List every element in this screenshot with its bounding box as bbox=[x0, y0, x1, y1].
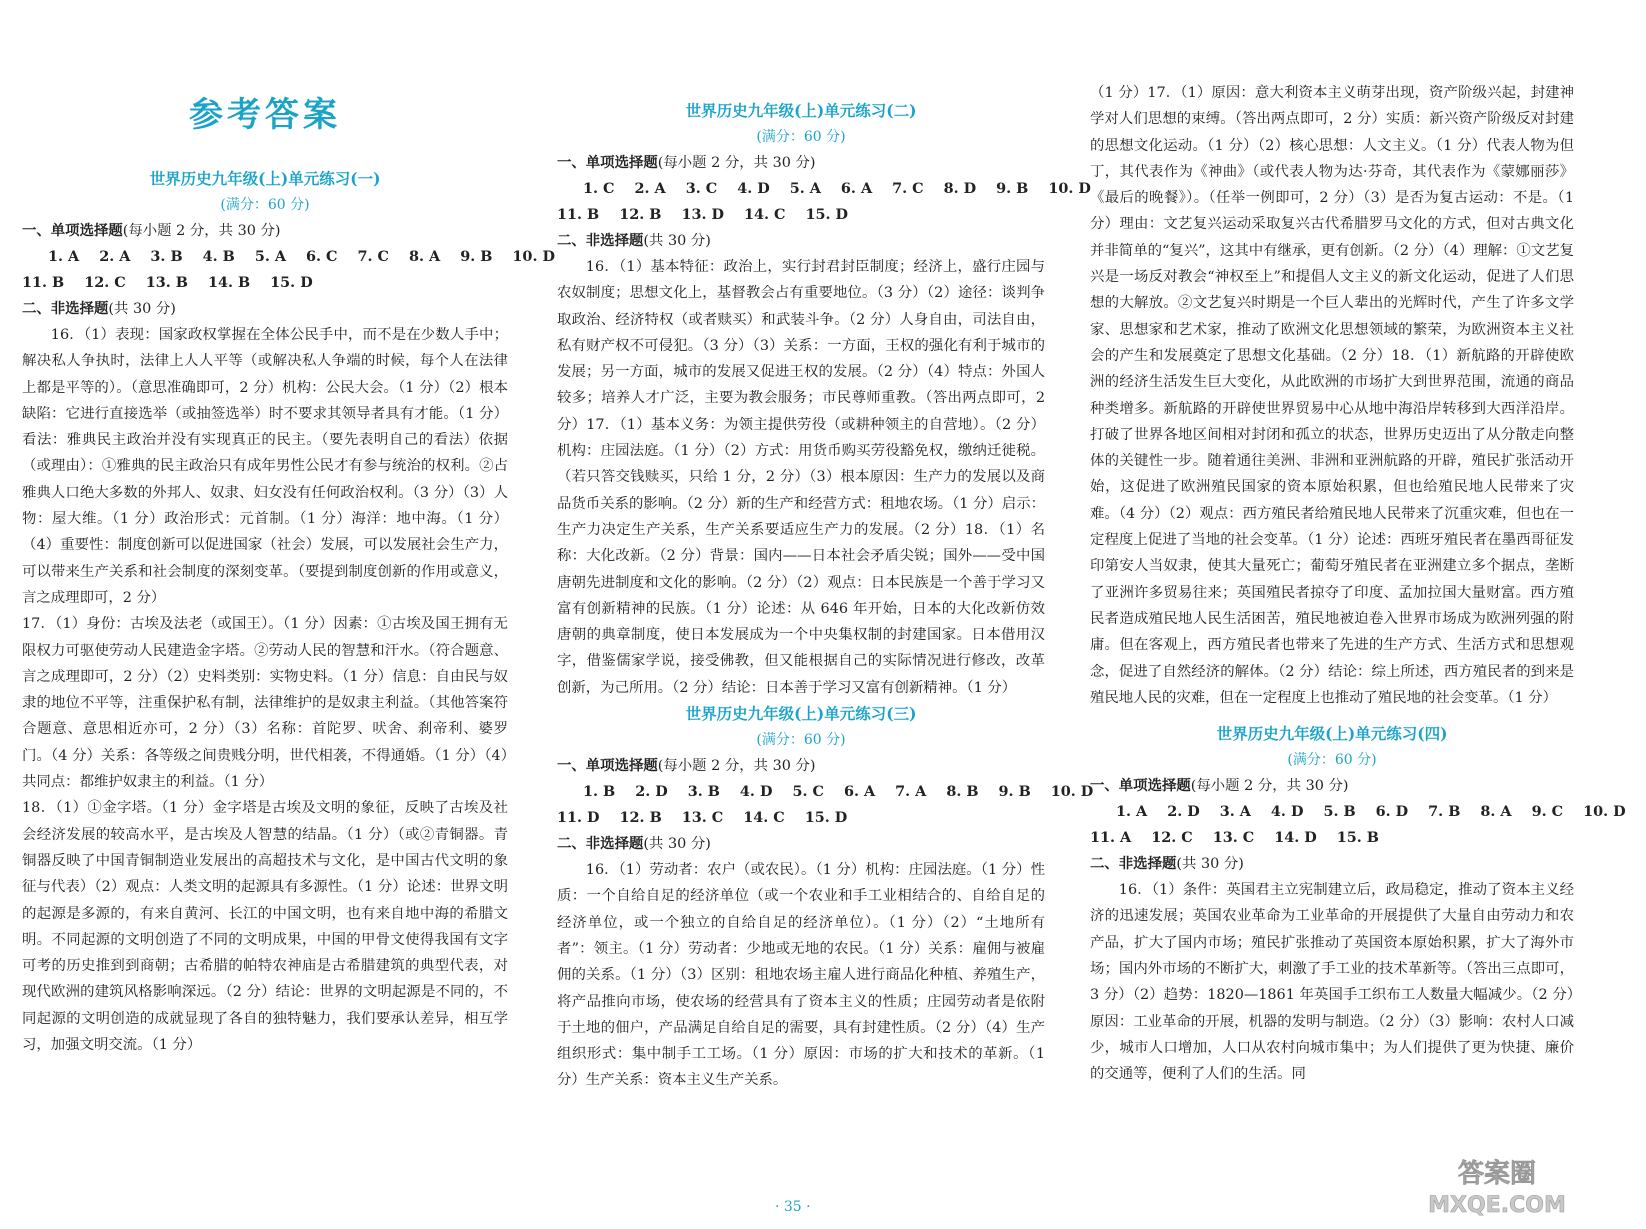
answer-item: 8. A bbox=[409, 248, 441, 265]
section-note: (共 30 分) bbox=[1176, 856, 1244, 873]
section-label: 二、非选择题 bbox=[1090, 855, 1177, 873]
answer-item: 10. D bbox=[1050, 783, 1094, 801]
answer-item: 3. B bbox=[150, 248, 183, 265]
answer-item: 14. D bbox=[1274, 829, 1317, 847]
unit-2-section-2-heading bbox=[557, 228, 1045, 254]
answer-item: 4. D bbox=[737, 180, 770, 197]
unit-1-answers-row-1 bbox=[22, 244, 555, 270]
answer-item: 2. D bbox=[1167, 803, 1200, 821]
answer-item: 6. A bbox=[840, 180, 873, 197]
answer-item: 4. B bbox=[202, 248, 235, 265]
unit-4-answer-16: 16．（1）条件：英国君主立宪制建立后，政局稳定，推动了资本主义经济的迅速发展；英国农业革命为工业革命的开展提供了大量自由劳动力和农产品，扩大了国内市场；殖民扩张推动了英国资本原始积累，扩大了海外市场；国内外市场的不断扩大，刺激了手工业的技术革新等。（答出三点即可，3 分）（2）趋势：1820—1861 年英国手工织布工人数量大幅减少。（2 分）原因：工业革命的开展，机器的发明与制造。（2 分）（3）影响：农村人口减少，城市人口增加，人口从农村向城市集中；为人们提供了更为快捷、廉价的交通等，便利了人们的生活。同 bbox=[1090, 882, 1574, 1083]
answer-item: 5. A bbox=[254, 248, 287, 265]
unit-3-answers-17-18: （1 分）17．（1）原因：意大利资本主义萌芽出现，资产阶级兴起，封建神学对人们思想的束缚。（答出两点即可，2 分）实质：新兴资产阶级反对封建的思想文化运动。（1 分）（2）核心思想：人文主义。（1 分）代表人物为但丁，其代表作为《神曲》（或代表人物为达·芬奇，其代表作为《蒙娜丽莎》《最后的晚餐》）。（任举一例即可，2 分）（3）是否为复古运动：不是。（1 分）理由：文艺复兴运动采取复兴古代希腊罗马文化的方式，但对古典文化并非简单的“复兴”，这其中有继承，更有创新。（2 分）（4）理解：①文艺复兴是一场反对教会“神权至上”和提倡人文主义的新文化运动，促进了人们思想的大解放。②文艺复兴时期是一个巨人辈出的光辉时代，产生了许多文学家、思想家和艺术家，推动了欧洲文化思想领域的繁荣，为欧洲资本主义社会的产生和发展奠定了思想文化基础。（2 分）18．（1）新航路的开辟使欧洲的经济生活发生巨大变化，从此欧洲的市场扩大到世界范围，流通的商品种类增多。新航路的开辟使世界贸易中心从地中海沿岸转移到大西洋沿岸。打破了世界各地区间相对封闭和孤立的状态，世界历史迈出了从分散走向整体的关键性一步。随着通往美洲、非洲和亚洲航路的开辟，殖民扩张活动开始，这促进了欧洲殖民国家的资本原始积累，但也给殖民地人民带来了灾难。（4 分）（2）观点：西方殖民者给殖民地人民带来了沉重灾难，但也在一定程度上促进了当地的社会变革。（1 分）论述：西班牙殖民者在墨西哥征发印第安人当奴隶，使其大量死亡；葡萄牙殖民者在亚洲建立多个据点，垄断了亚洲许多贸易往来；英国殖民者掠夺了印度、孟加拉国大量财富。西方殖民者造成殖民地人民生活困苦，殖民地被迫卷入世界市场成为欧洲列强的附庸。但在客观上，西方殖民者也带来了先进的生产方式、生活方式和思想观念，促进了自然经济的解体。（2 分）结论：综上所述，西方殖民者的到来是殖民地人民的灾难，但在一定程度上也推动了殖民地的社会变革。（1 分） bbox=[1090, 85, 1574, 706]
answer-item: 8. A bbox=[1480, 803, 1512, 821]
answer-item: 15. D bbox=[804, 809, 848, 827]
answer-item: 14. C bbox=[743, 206, 786, 223]
unit-3-answer-16: 16．（1）劳动者：农户（或农民）。（1 分）机构：庄园法庭。（1 分）性质：一个自给自足的经济单位（或一个农业和手工业相结合的、自给自足的经济单位，或一个独立的自给自足的经济单位）。（1 分）（2）“土地所有者”：领主。（1 分）劳动者：少地或无地的农民。（1 分）关系：雇佣与被雇佣的关系。（1 分）（3）区别：租地农场主雇人进行商品化种植、养殖生产，将产品推向市场，使农场的经营具有了资本主义的性质；庄园劳动者是依附于土地的佃户，产品满足自给自足的需要，具有封建性质。（2 分）（4）生产组织形式：集中制手工工场。（1 分）原因：市场的扩大和技术的革新。（1 分）生产关系：资本主义生产关系。 bbox=[557, 862, 1045, 1089]
answer-item: 2. A bbox=[99, 248, 131, 265]
answer-item: 1. C bbox=[583, 180, 615, 197]
answer-item: 7. C bbox=[892, 180, 924, 197]
unit-4-score: (满分：60 分) bbox=[1287, 752, 1377, 769]
answer-item: 14. C bbox=[743, 809, 785, 827]
unit-3-title: 世界历史九年级(上)单元练习(三) bbox=[685, 704, 917, 724]
unit-3-score: (满分：60 分) bbox=[756, 732, 846, 749]
page-title: 参考答案 bbox=[189, 95, 341, 135]
top-spacer bbox=[1090, 0, 1574, 80]
section-label: 二、非选择题 bbox=[22, 300, 109, 317]
answer-item: 1. B bbox=[583, 783, 616, 801]
unit-3-answers-row-1 bbox=[557, 779, 1094, 805]
top-spacer bbox=[557, 0, 1045, 98]
unit-1-title: 世界历史九年级(上)单元练习(一) bbox=[149, 169, 381, 188]
answer-item: 12. C bbox=[1151, 829, 1193, 847]
answer-item: 13. C bbox=[1212, 829, 1255, 847]
top-spacer bbox=[22, 0, 508, 90]
answer-item: 11. B bbox=[557, 206, 600, 223]
answer-item: 7. A bbox=[895, 783, 927, 801]
answer-item: 6. C bbox=[306, 248, 338, 265]
unit-4-section-2-heading bbox=[1090, 851, 1574, 877]
answer-item: 15. D bbox=[805, 206, 848, 223]
answer-item: 8. B bbox=[946, 783, 979, 801]
unit-4-section-1-heading bbox=[1090, 773, 1574, 799]
watermark-logo bbox=[1422, 1150, 1572, 1220]
answer-item: 14. B bbox=[207, 274, 251, 291]
spacer bbox=[22, 140, 508, 166]
unit-1-score: (满分：60 分) bbox=[220, 197, 310, 213]
answer-item: 7. B bbox=[1428, 803, 1461, 821]
unit-1-answers-row-2 bbox=[22, 270, 508, 296]
answer-item: 7. C bbox=[357, 248, 390, 265]
answer-item: 13. C bbox=[681, 809, 724, 827]
watermark-text-bottom: MXQE.COM bbox=[1428, 1193, 1566, 1218]
answer-item: 5. B bbox=[1323, 803, 1356, 821]
answer-item: 11. A bbox=[1090, 829, 1132, 847]
answer-item: 3. C bbox=[685, 180, 718, 197]
section-label: 二、非选择题 bbox=[557, 835, 644, 853]
unit-4-answers-row-1 bbox=[1090, 799, 1626, 825]
answer-item: 15. B bbox=[1336, 829, 1379, 847]
section-note: (每小题 2 分，共 30 分) bbox=[657, 758, 816, 775]
unit-1-answer-18: 18．（1）①金字塔。（1 分）金字塔是古埃及文明的象征，反映了古埃及社会经济发展的较高水平，是古埃及人智慧的结晶。（1 分）（或②青铜器。青铜器反映了中国青铜制造业发展出的高超技术与文化，是中国古代文明的象征与代表）（2）观点：人类文明的起源具有多源性。（1 分）论述：世界文明的起源是多源的，有来自黄河、长江的中国文明，也有来自地中海的希腊文明。不同起源的文明创造了不同的文明成果，中国的甲骨文使得我国有文字可考的历史推到到商朝；古希腊的帕特农神庙是古希腊建筑的典型代表，对现代欧洲的建筑风格影响深远。（2 分）结论：世界的文明起源是不同的，不同起源的文明创造的成就显现了各自的独特魅力，我们要承认差异，相互学习，加强文明交流。（1 分） bbox=[22, 800, 508, 1054]
answer-item: 5. C bbox=[792, 783, 824, 801]
unit-3-answers-row-2 bbox=[557, 805, 1045, 831]
section-label: 二、非选择题 bbox=[557, 232, 644, 249]
column-left bbox=[22, 0, 555, 1058]
unit-1-answer-17: 17．（1）身份：古埃及法老（或国王）。（1 分）因素：①古埃及国王拥有无限权力可驱使劳动人民建造金字塔。②劳动人民的智慧和汗水。（符合题意、言之成理即可，2 分）（2）史料类别：实物史料。（1 分）信息：自由民与奴隶的地位不平等，注重保护私有制，法律维护的是奴隶主利益。（其他答案符合题意、意思相近亦可，2 分）（3）名称：首陀罗、吠舍、刹帝利、婆罗门。（4 分）关系：各等级之间贵贱分明，世代相袭，不得通婚。（1 分）（4）共同点：都维护奴隶主的利益。（1 分） bbox=[22, 616, 508, 791]
unit-4-answers-row-2 bbox=[1090, 825, 1574, 851]
unit-2-score: (满分：60 分) bbox=[756, 129, 846, 145]
answer-item: 3. A bbox=[1219, 803, 1251, 821]
answer-item: 10. D bbox=[512, 248, 555, 265]
section-label: 一、单项选择题 bbox=[1090, 777, 1191, 795]
section-note: (共 30 分) bbox=[643, 233, 711, 249]
answer-item: 6. A bbox=[843, 783, 876, 801]
page-number: · 35 · bbox=[775, 1199, 811, 1215]
answer-item: 1. A bbox=[48, 248, 80, 265]
section-note: (每小题 2 分，共 30 分) bbox=[122, 223, 281, 239]
section-note: (共 30 分) bbox=[108, 301, 176, 317]
answer-item: 9. B bbox=[460, 248, 493, 265]
answer-item: 12. B bbox=[619, 206, 662, 223]
spacer bbox=[1090, 711, 1574, 721]
unit-4-title: 世界历史九年级(上)单元练习(四) bbox=[1216, 724, 1448, 744]
answer-item: 12. B bbox=[619, 809, 662, 827]
unit-2-title: 世界历史九年级(上)单元练习(二) bbox=[685, 101, 917, 120]
answer-item: 13. B bbox=[145, 274, 188, 291]
section-label: 一、单项选择题 bbox=[22, 222, 123, 239]
unit-2-answers-16-18: 16．（1）基本特征：政治上，实行封君封臣制度；经济上，盛行庄园与农奴制度；思想文化上，基督教会占有重要地位。（3 分）（2）途径：谈判争取政治、经济特权（或者赎买）和武装斗争。（2 分）人身自由，司法自由，私有财产权不可侵犯。（3 分）（3）关系：一方面，王权的强化有利于城市的发展；另一方面，城市的发展又促进王权的发展。（2 分）（4）特点：外国人较多；培养人才广泛，主要为教会服务；市民尊师重教。（答出两点即可，2 分）17．（1）基本义务：为领主提供劳役（或耕种领主的自营地）。（2 分）机构：庄园法庭。（1 分）（2）方式：用货币购买劳役豁免权，缴纳迁徙税。（若只答交钱赎买，只给 1 分，2 分）（3）根本原因：生产力的发展以及商品货币关系的影响。（2 分）新的生产和经营方式：租地农场。（1 分）启示：生产力决定生产关系，生产关系要适应生产力的发展。（2 分）18．（1）名称：大化改新。（2 分）背景：国内——日本社会矛盾尖锐；国外——受中国唐朝先进制度和文化的影响。（2 分）（2）观点：日本民族是一个善于学习又富有创新精神的民族。（1 分）论述：从 646 年开始，日本的大化改新仿效唐朝的典章制度，使日本发展成为一个中央集权制的封建国家。日本借用汉字，借鉴儒家学说，接受佛教，但又能根据自己的实际情况进行修改，改革创新，为己所用。（2 分）结论：日本善于学习又富有创新精神。（1 分） bbox=[557, 259, 1045, 696]
answer-item: 11. D bbox=[557, 809, 600, 827]
answer-item: 10. D bbox=[1048, 180, 1091, 197]
unit-2-section-1-heading bbox=[557, 150, 1045, 176]
answer-item: 9. B bbox=[996, 180, 1029, 197]
unit-1-section-1-heading bbox=[22, 218, 508, 244]
answer-item: 1. A bbox=[1116, 803, 1148, 821]
answer-item: 12. C bbox=[84, 274, 126, 291]
answer-item: 4. D bbox=[739, 783, 773, 801]
section-note: (每小题 2 分，共 30 分) bbox=[1190, 778, 1349, 795]
column-right bbox=[1090, 0, 1626, 1088]
answer-item: 3. B bbox=[687, 783, 720, 801]
answer-item: 13. D bbox=[681, 206, 724, 223]
section-label: 一、单项选择题 bbox=[557, 757, 658, 775]
section-note: (每小题 2 分，共 30 分) bbox=[657, 155, 816, 171]
unit-3-section-1-heading bbox=[557, 753, 1045, 779]
answer-item: 11. B bbox=[22, 274, 65, 291]
section-note: (共 30 分) bbox=[643, 836, 711, 853]
answer-item: 15. D bbox=[270, 274, 313, 291]
answer-item: 10. D bbox=[1583, 803, 1626, 821]
section-label: 一、单项选择题 bbox=[557, 154, 658, 171]
answer-item: 8. D bbox=[943, 180, 977, 197]
answer-item: 6. D bbox=[1375, 803, 1409, 821]
answer-item: 2. A bbox=[634, 180, 666, 197]
answer-item: 4. D bbox=[1270, 803, 1304, 821]
watermark-text-top: 答案圈 bbox=[1457, 1159, 1537, 1189]
answer-item: 9. C bbox=[1531, 803, 1564, 821]
answer-item: 5. A bbox=[789, 180, 821, 197]
unit-2-answers-row-1 bbox=[557, 176, 1091, 202]
column-middle bbox=[557, 0, 1094, 1094]
unit-1-answer-16: 16．（1）表现：国家政权掌握在全体公民手中，而不是在少数人手中；解决私人争执时，法律上人人平等（或解决私人争端的时候，每个人在法律上都是平等的）。（意思准确即可，2 分）机构：公民大会。（1 分）（2）根本缺陷：它进行直接选举（或抽签选举）时不要求其领导者具有才能。（1 分）看法：雅典民主政治并没有实现真正的民主。（要先表明自己的看法）依据（或理由）：①雅典的民主政治只有成年男性公民才有参与统治的权利。②占雅典人口绝大多数的外邦人、奴隶、妇女没有任何政治权利。（3 分）（3）人物：屋大维。（1 分）政治形式：元首制。（1 分）海洋：地中海。（1 分）（4）重要性：制度创新可以促进国家（社会）发展，可以发展社会生产力，可以带来生产关系和社会制度的深刻变革。（要提到制度创新的作用或意义，言之成理即可，2 分） bbox=[22, 327, 508, 606]
answer-item: 2. D bbox=[635, 783, 668, 801]
unit-3-section-2-heading bbox=[557, 831, 1045, 857]
unit-2-answers-row-2 bbox=[557, 202, 1045, 228]
unit-1-section-2-heading bbox=[22, 296, 508, 322]
answer-item: 9. B bbox=[998, 783, 1031, 801]
